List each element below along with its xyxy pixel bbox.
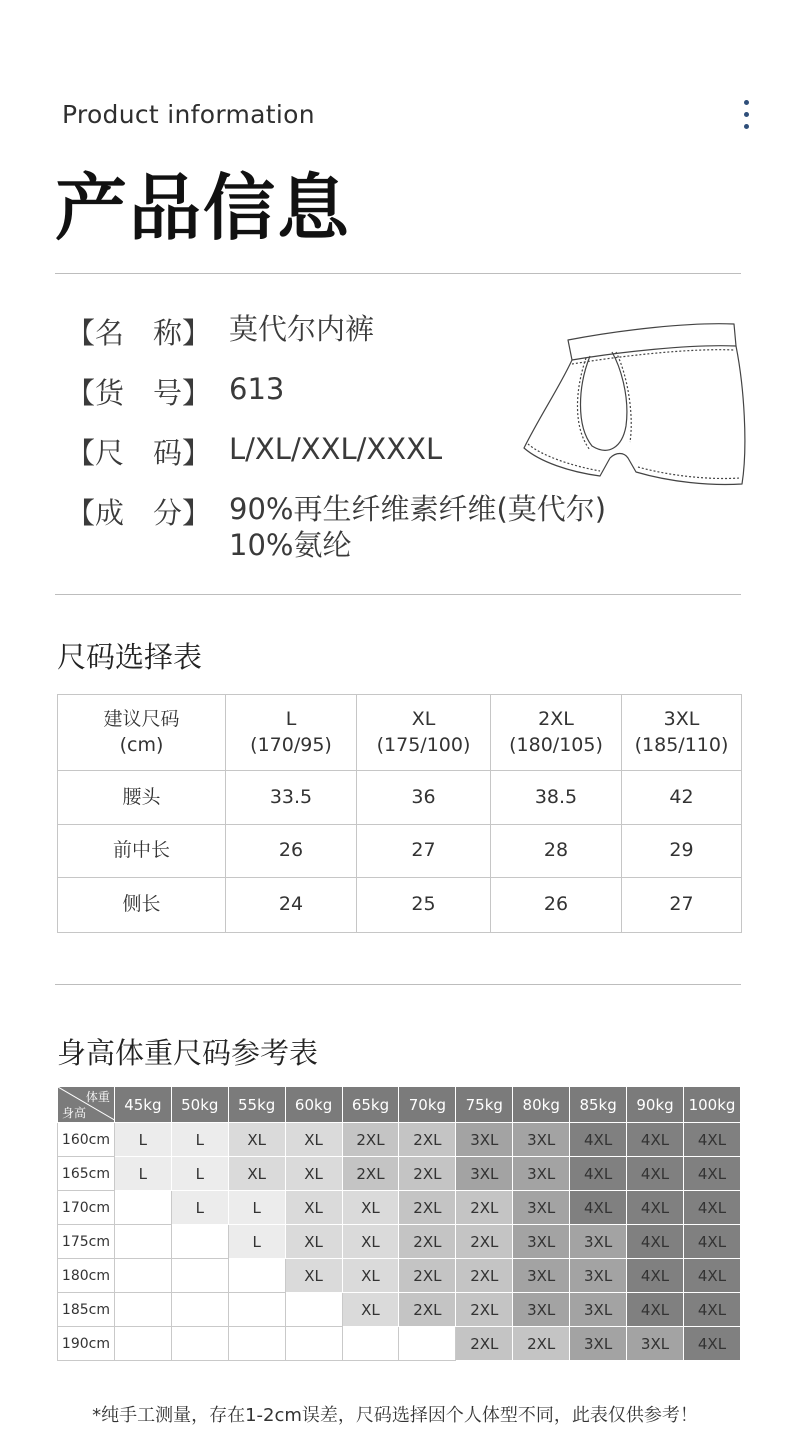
size-cell: 3XL xyxy=(513,1191,570,1225)
table-cell: 25 xyxy=(357,878,491,933)
weight-header: 85kg xyxy=(570,1087,627,1123)
size-cell: 4XL xyxy=(683,1123,740,1157)
size-label: 3XL xyxy=(663,707,700,730)
divider xyxy=(55,984,741,985)
size-cell xyxy=(171,1293,228,1327)
table-cell: 29 xyxy=(622,825,742,878)
size-cell: L xyxy=(171,1191,228,1225)
row-label: 前中长 xyxy=(58,825,226,878)
table-row xyxy=(58,1123,741,1157)
size-cell: 2XL xyxy=(456,1191,513,1225)
size-cell: 4XL xyxy=(627,1123,684,1157)
size-cell: 3XL xyxy=(570,1225,627,1259)
size-cell: 3XL xyxy=(570,1293,627,1327)
size-cell: 2XL xyxy=(342,1157,399,1191)
size-cell: 3XL xyxy=(570,1327,627,1361)
weight-header: 90kg xyxy=(627,1087,684,1123)
size-spec: (175/100) xyxy=(376,733,471,756)
height-label: 185cm xyxy=(58,1293,115,1327)
weight-header: 50kg xyxy=(171,1087,228,1123)
header-label: 建议尺码 xyxy=(103,707,180,730)
height-label: 165cm xyxy=(58,1157,115,1191)
table-cell: 27 xyxy=(357,825,491,878)
size-cell: XL xyxy=(285,1191,342,1225)
info-row-material xyxy=(66,491,606,564)
subtitle-en: Product information xyxy=(62,100,315,129)
size-cell: 2XL xyxy=(456,1225,513,1259)
info-row-name xyxy=(66,311,374,352)
height-axis-label: 身高 xyxy=(62,1106,87,1120)
size-cell: 2XL xyxy=(342,1123,399,1157)
info-key: 【货 号】 xyxy=(66,376,212,410)
height-weight-table xyxy=(57,1086,741,1361)
size-cell: 4XL xyxy=(683,1259,740,1293)
weight-header: 100kg xyxy=(683,1087,740,1123)
size-cell xyxy=(228,1259,285,1293)
size-cell: 4XL xyxy=(627,1191,684,1225)
table-cell: 28 xyxy=(491,825,622,878)
size-cell: XL xyxy=(342,1225,399,1259)
info-value: L/XL/XXL/XXXL xyxy=(229,432,443,466)
info-value-2: 10%氨纶 xyxy=(229,528,352,563)
size-cell: L xyxy=(171,1157,228,1191)
size-cell: 3XL xyxy=(456,1123,513,1157)
size-cell: 2XL xyxy=(399,1123,456,1157)
size-cell: L xyxy=(114,1123,171,1157)
size-cell: XL xyxy=(342,1293,399,1327)
size-cell: 2XL xyxy=(456,1327,513,1361)
footnote: *纯手工测量，存在1-2cm误差，尺码选择因个人体型不同，此表仅供参考！ xyxy=(92,1405,698,1426)
table-row xyxy=(58,1191,741,1225)
weight-header: 80kg xyxy=(513,1087,570,1123)
table-cell: 24 xyxy=(226,878,357,933)
table-cell: 26 xyxy=(491,878,622,933)
size-cell: 2XL xyxy=(456,1259,513,1293)
size-cell: 2XL xyxy=(399,1191,456,1225)
table-row xyxy=(58,1293,741,1327)
table-row xyxy=(58,878,742,933)
info-key: 【成 分】 xyxy=(66,496,212,530)
header-unit: (cm) xyxy=(119,733,164,756)
size-cell: 4XL xyxy=(683,1191,740,1225)
weight-header: 65kg xyxy=(342,1087,399,1123)
table-row xyxy=(58,1259,741,1293)
table-cell: 38.5 xyxy=(491,771,622,825)
height-weight-title: 身高体重尺码参考表 xyxy=(57,1036,319,1070)
size-cell: L xyxy=(114,1157,171,1191)
size-spec: (185/110) xyxy=(634,733,729,756)
size-cell: 4XL xyxy=(683,1293,740,1327)
page-title: 产品信息 xyxy=(55,166,352,250)
boxer-briefs-illustration xyxy=(520,316,748,491)
size-cell: 4XL xyxy=(683,1327,740,1361)
info-key: 【尺 码】 xyxy=(66,436,212,470)
size-label: XL xyxy=(411,707,436,730)
table-row xyxy=(58,1225,741,1259)
weight-header: 70kg xyxy=(399,1087,456,1123)
size-cell: XL xyxy=(228,1157,285,1191)
weight-header: 75kg xyxy=(456,1087,513,1123)
size-cell: XL xyxy=(285,1157,342,1191)
size-spec: (180/105) xyxy=(509,733,603,756)
size-cell xyxy=(114,1225,171,1259)
info-key: 【名 称】 xyxy=(66,316,212,350)
size-spec: (170/95) xyxy=(250,733,332,756)
divider xyxy=(55,273,741,274)
table-header-cell xyxy=(226,695,357,771)
size-cell: L xyxy=(228,1191,285,1225)
size-cell: 3XL xyxy=(513,1123,570,1157)
table-cell: 33.5 xyxy=(226,771,357,825)
table-row xyxy=(58,695,742,771)
size-cell: 4XL xyxy=(627,1259,684,1293)
size-cell: 3XL xyxy=(513,1293,570,1327)
size-cell: 3XL xyxy=(513,1259,570,1293)
weight-header: 45kg xyxy=(114,1087,171,1123)
info-row-size xyxy=(66,431,442,472)
size-cell xyxy=(171,1225,228,1259)
row-label: 侧长 xyxy=(58,878,226,933)
table-row xyxy=(58,825,742,878)
row-label: 腰头 xyxy=(58,771,226,825)
height-label: 175cm xyxy=(58,1225,115,1259)
size-label: L xyxy=(285,707,297,730)
size-cell: 4XL xyxy=(627,1157,684,1191)
table-header-cell xyxy=(622,695,742,771)
table-cell: 26 xyxy=(226,825,357,878)
weight-header: 55kg xyxy=(228,1087,285,1123)
size-cell: 3XL xyxy=(627,1327,684,1361)
table-cell: 27 xyxy=(622,878,742,933)
size-cell: 2XL xyxy=(399,1157,456,1191)
size-cell: XL xyxy=(285,1259,342,1293)
size-cell xyxy=(285,1293,342,1327)
weight-header: 60kg xyxy=(285,1087,342,1123)
table-header-row xyxy=(58,1087,741,1123)
table-header-cell xyxy=(357,695,491,771)
size-cell xyxy=(171,1327,228,1361)
table-cell: 42 xyxy=(622,771,742,825)
size-cell: 4XL xyxy=(570,1191,627,1225)
size-cell: XL xyxy=(342,1259,399,1293)
height-label: 170cm xyxy=(58,1191,115,1225)
size-cell: 3XL xyxy=(513,1225,570,1259)
size-cell xyxy=(114,1191,171,1225)
info-value: 613 xyxy=(229,372,285,406)
size-cell: L xyxy=(171,1123,228,1157)
size-chart-table xyxy=(57,694,742,933)
size-cell xyxy=(342,1327,399,1361)
size-chart-title: 尺码选择表 xyxy=(57,640,203,674)
size-cell xyxy=(171,1259,228,1293)
size-cell: 4XL xyxy=(570,1123,627,1157)
size-cell: 4XL xyxy=(570,1157,627,1191)
table-header-cell xyxy=(491,695,622,771)
size-cell xyxy=(228,1327,285,1361)
size-cell: XL xyxy=(228,1123,285,1157)
height-label: 180cm xyxy=(58,1259,115,1293)
size-cell: 2XL xyxy=(399,1259,456,1293)
size-cell: L xyxy=(228,1225,285,1259)
size-cell: XL xyxy=(342,1191,399,1225)
size-cell: 4XL xyxy=(627,1293,684,1327)
size-cell xyxy=(114,1293,171,1327)
divider xyxy=(55,594,741,595)
info-value: 90%再生纤维素纤维(莫代尔) xyxy=(229,492,607,526)
size-cell: 2XL xyxy=(399,1225,456,1259)
corner-cell xyxy=(58,1087,115,1123)
size-cell: 4XL xyxy=(627,1225,684,1259)
size-cell: 4XL xyxy=(683,1225,740,1259)
height-label: 190cm xyxy=(58,1327,115,1361)
size-cell xyxy=(114,1259,171,1293)
size-cell xyxy=(399,1327,456,1361)
table-row xyxy=(58,1327,741,1361)
table-row xyxy=(58,1157,741,1191)
size-cell xyxy=(228,1293,285,1327)
table-row xyxy=(58,771,742,825)
size-cell: 2XL xyxy=(513,1327,570,1361)
size-cell: XL xyxy=(285,1225,342,1259)
size-cell: XL xyxy=(285,1123,342,1157)
size-cell xyxy=(285,1327,342,1361)
size-cell: 3XL xyxy=(570,1259,627,1293)
height-label: 160cm xyxy=(58,1123,115,1157)
size-cell: 3XL xyxy=(513,1157,570,1191)
size-cell xyxy=(114,1327,171,1361)
info-value: 莫代尔内裤 xyxy=(229,312,375,346)
info-row-sku xyxy=(66,371,284,412)
size-cell: 2XL xyxy=(456,1293,513,1327)
more-vertical-icon[interactable] xyxy=(736,100,756,136)
table-cell: 36 xyxy=(357,771,491,825)
size-cell: 3XL xyxy=(456,1157,513,1191)
size-cell: 4XL xyxy=(683,1157,740,1191)
weight-axis-label: 体重 xyxy=(85,1090,110,1104)
size-cell: 2XL xyxy=(399,1293,456,1327)
table-header-cell xyxy=(58,695,226,771)
size-label: 2XL xyxy=(538,707,574,730)
